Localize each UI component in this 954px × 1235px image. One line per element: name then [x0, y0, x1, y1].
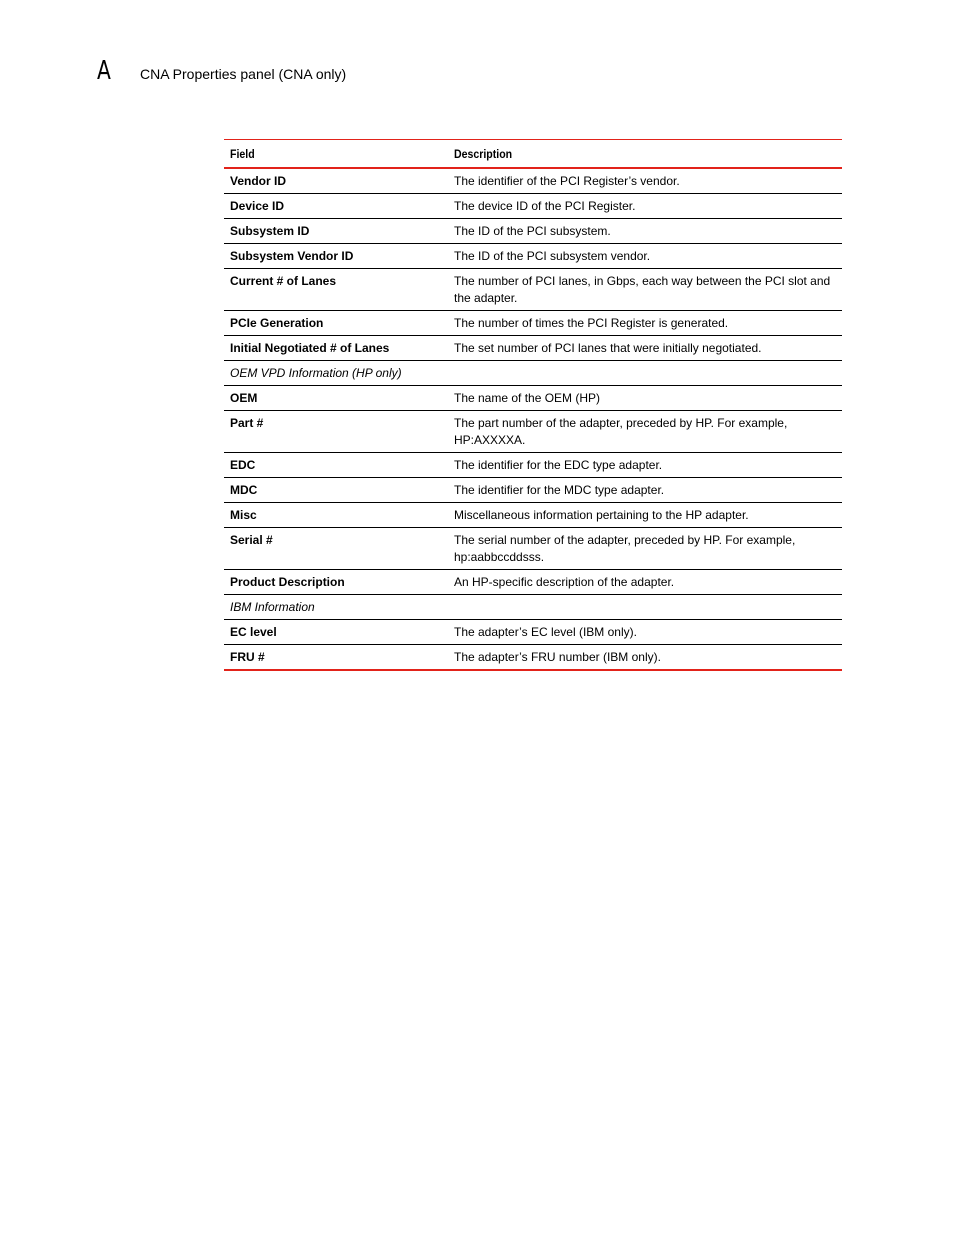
description-cell: Miscellaneous information pertaining to the HP adapter. [448, 503, 842, 528]
description-cell: The identifier of the PCI Register’s vendor. [448, 168, 842, 194]
description-cell: The number of times the PCI Register is generated. [448, 311, 842, 336]
section-row-ibm [224, 595, 842, 620]
table-row [224, 244, 842, 269]
description-cell: The device ID of the PCI Register. [448, 194, 842, 219]
table-body [224, 168, 842, 670]
table-row [224, 645, 842, 671]
table-row [224, 194, 842, 219]
table-row [224, 269, 842, 311]
table-row [224, 411, 842, 453]
table-row [224, 336, 842, 361]
table-row [224, 386, 842, 411]
field-cell: Subsystem Vendor ID [224, 244, 448, 269]
description-cell: The number of PCI lanes, in Gbps, each way between the PCI slot and the adapter. [448, 269, 842, 311]
field-cell: Subsystem ID [224, 219, 448, 244]
running-header-title: CNA Properties panel (CNA only) [140, 66, 347, 82]
field-cell: EC level [224, 620, 448, 645]
table-row [224, 528, 842, 570]
field-cell: Vendor ID [224, 168, 448, 194]
field-cell: EDC [224, 453, 448, 478]
table-header-row [224, 140, 842, 169]
properties-table [224, 139, 842, 671]
description-cell: An HP-specific description of the adapter. [448, 570, 842, 595]
field-cell: MDC [224, 478, 448, 503]
table-row [224, 311, 842, 336]
description-cell: The identifier for the EDC type adapter. [448, 453, 842, 478]
table-row [224, 503, 842, 528]
description-cell: The ID of the PCI subsystem vendor. [448, 244, 842, 269]
description-cell: The serial number of the adapter, preceded by HP. For example, hp:aabbccddsss. [448, 528, 842, 570]
properties-table-container [224, 139, 842, 671]
field-cell: Initial Negotiated # of Lanes [224, 336, 448, 361]
field-cell: Serial # [224, 528, 448, 570]
table-row [224, 168, 842, 194]
table-row [224, 478, 842, 503]
field-cell: Device ID [224, 194, 448, 219]
section-row-oem-vpd [224, 361, 842, 386]
description-cell: The ID of the PCI subsystem. [448, 219, 842, 244]
description-cell: The identifier for the MDC type adapter. [448, 478, 842, 503]
description-cell: The part number of the adapter, preceded by HP. For example, HP:AXXXXA. [448, 411, 842, 453]
table-row [224, 453, 842, 478]
table-header [224, 140, 842, 169]
description-cell [448, 361, 842, 386]
field-cell: OEM [224, 386, 448, 411]
appendix-letter: A [97, 56, 111, 86]
table-row [224, 570, 842, 595]
table-row [224, 620, 842, 645]
description-cell: The set number of PCI lanes that were initially negotiated. [448, 336, 842, 361]
field-cell: FRU # [224, 645, 448, 671]
description-cell: The name of the OEM (HP) [448, 386, 842, 411]
field-cell: PCIe Generation [224, 311, 448, 336]
field-cell: Current # of Lanes [224, 269, 448, 311]
column-header-description: Description [454, 146, 513, 161]
description-cell [448, 595, 842, 620]
column-header-field: Field [230, 146, 255, 161]
section-label: IBM Information [224, 595, 448, 620]
field-cell: Product Description [224, 570, 448, 595]
table-row [224, 219, 842, 244]
field-cell: Misc [224, 503, 448, 528]
description-cell: The adapter’s FRU number (IBM only). [448, 645, 842, 671]
field-cell: Part # [224, 411, 448, 453]
section-label: OEM VPD Information (HP only) [224, 361, 448, 386]
description-cell: The adapter’s EC level (IBM only). [448, 620, 842, 645]
